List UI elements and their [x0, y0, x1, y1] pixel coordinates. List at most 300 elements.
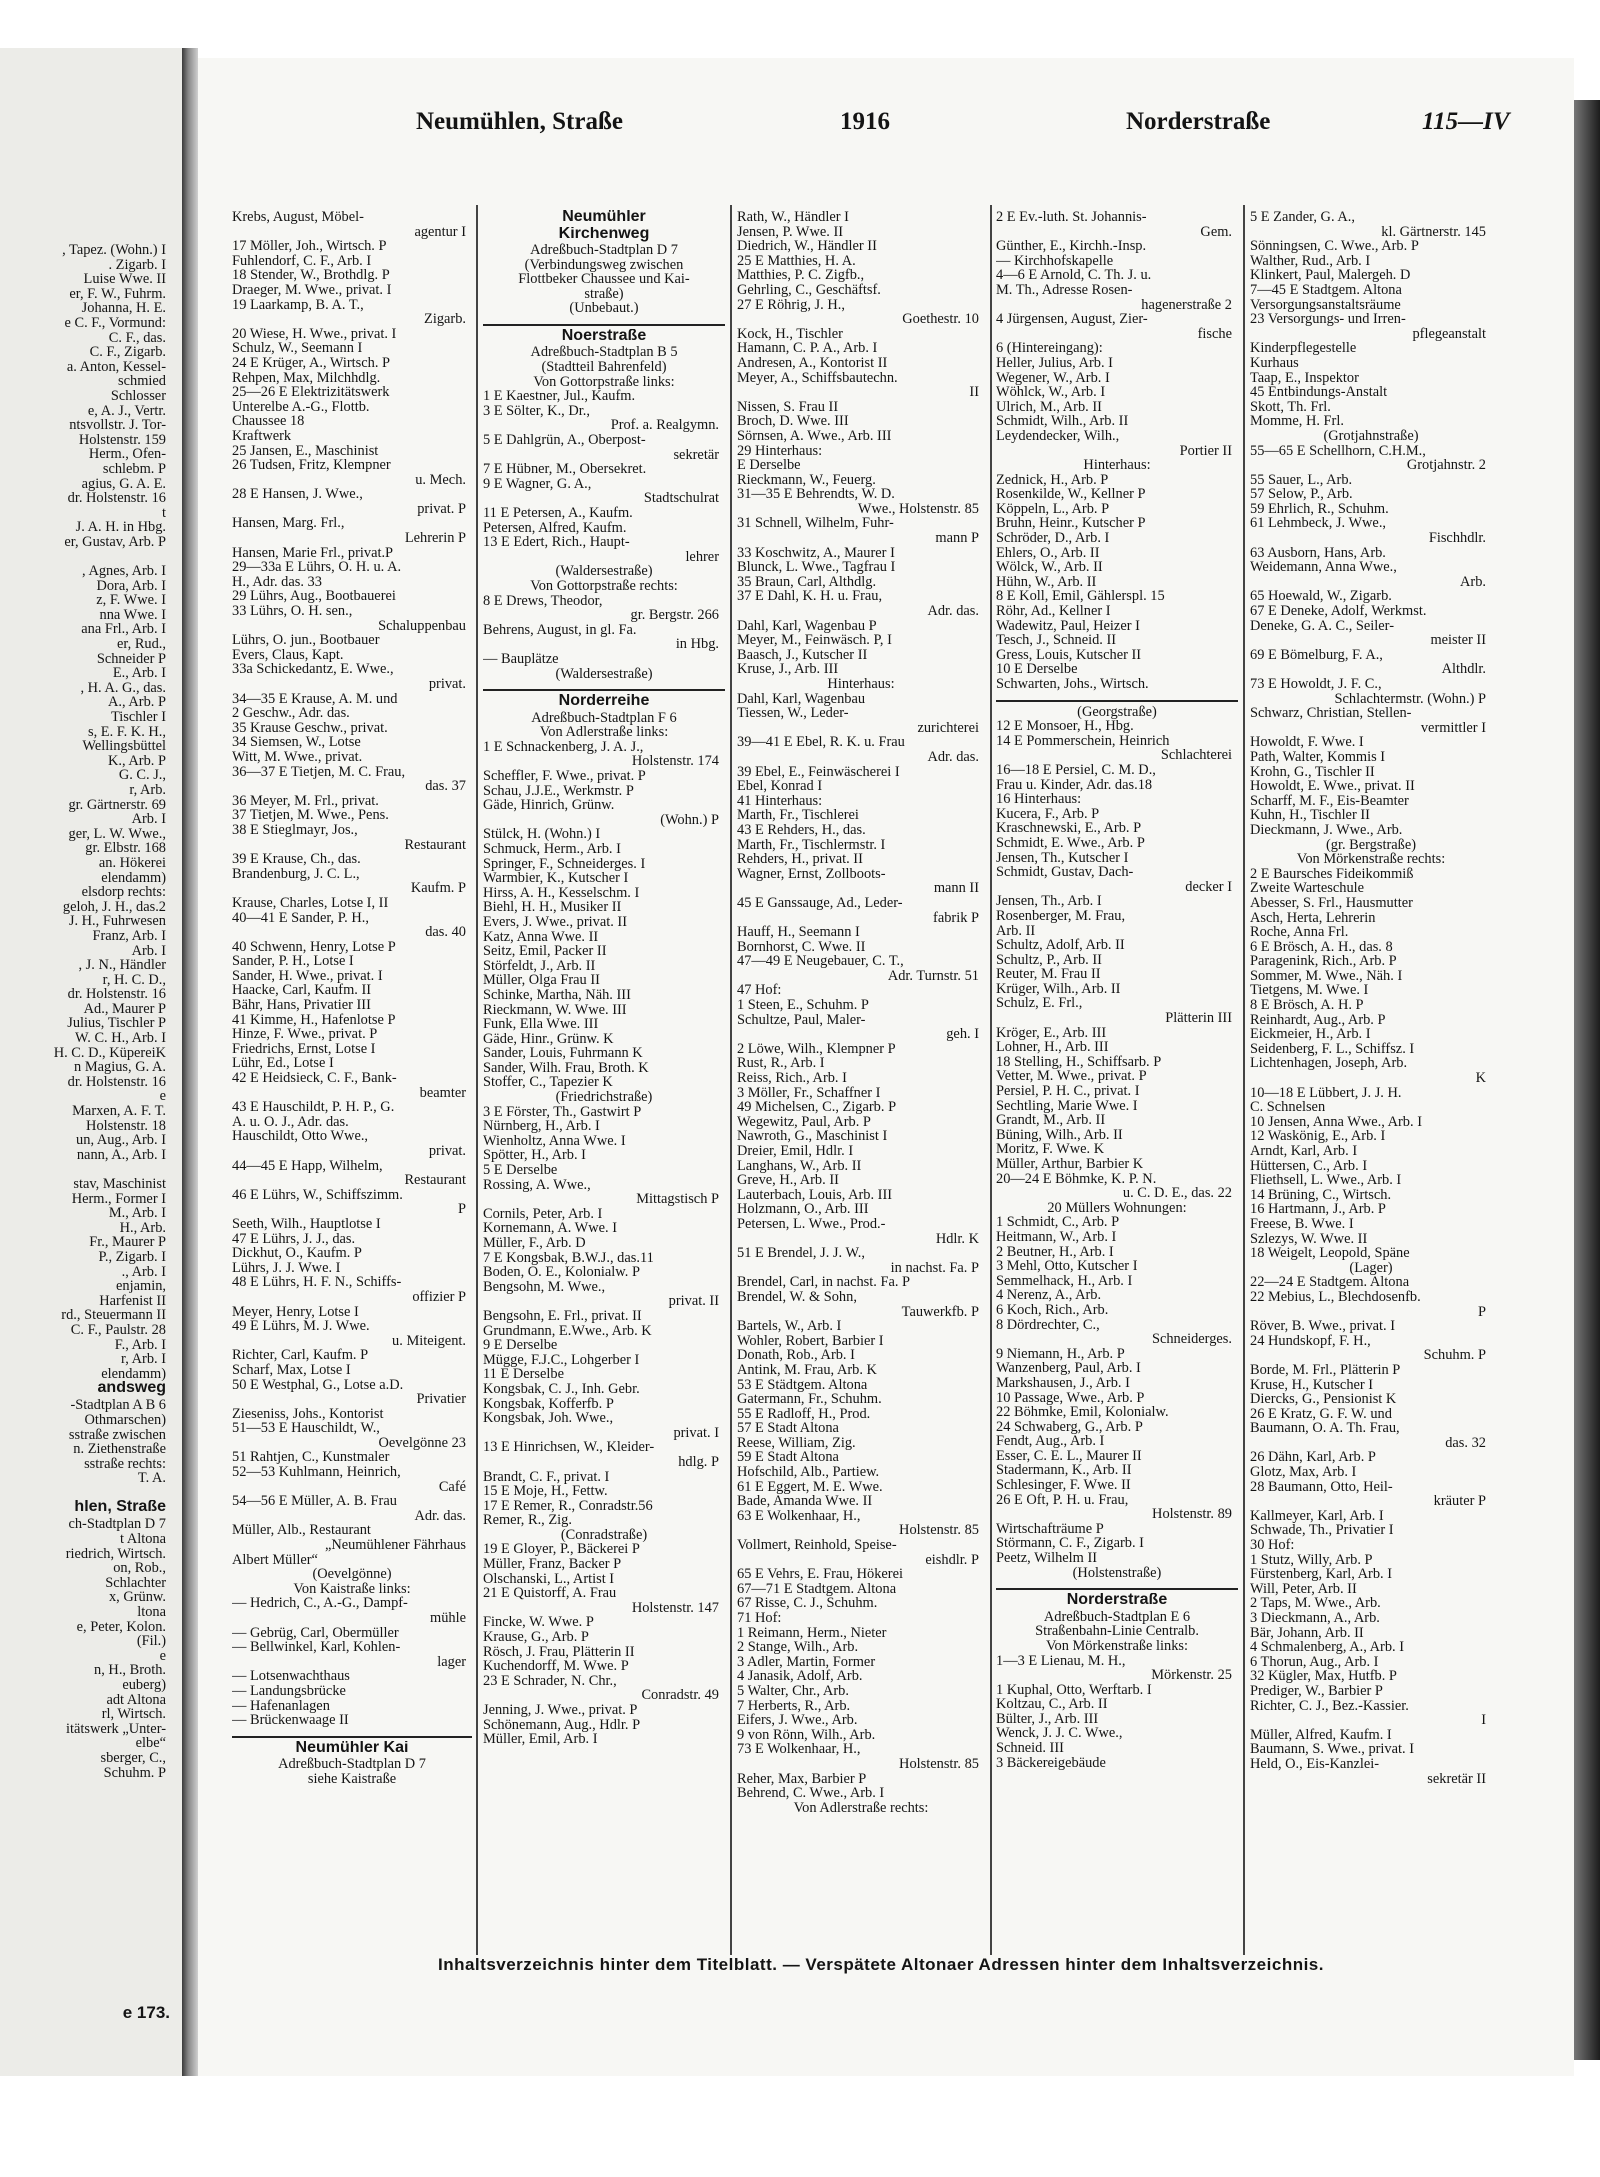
- left-page-line: ana Frl., Arb. I: [81, 622, 166, 638]
- directory-entry: Freese, B. Wwe. I: [1250, 1216, 1354, 1232]
- directory-entry: 31—35 E Behrendts, W. D.: [737, 487, 895, 502]
- directory-entry: 47—49 E Neugebauer, C. T.,: [737, 954, 904, 969]
- directory-entry: 40 Schwenn, Henry, Lotse P: [232, 939, 396, 955]
- directory-entry: A. u. O. J., Adr. das.: [232, 1114, 349, 1130]
- directory-entry: Grotjahnstr. 2: [1406, 458, 1486, 473]
- left-page-line: Harfenist II: [99, 1293, 166, 1309]
- directory-entry: Rieckmann, W., Feuerg.: [737, 472, 876, 488]
- directory-entry: Prediger, W., Barbier P: [1250, 1683, 1383, 1699]
- directory-entry: Meyer, M., Feinwäsch. P, I: [737, 633, 892, 648]
- directory-entry: Wöhlck, W., Arb. I: [996, 385, 1106, 400]
- left-page-line: H., Arb.: [119, 1220, 166, 1236]
- left-page-line: er, Rud.,: [117, 637, 166, 652]
- directory-entry: 25 Jansen, E., Maschinist: [232, 443, 379, 459]
- directory-entry: beamter: [419, 1085, 466, 1101]
- left-page-line: H. C. D., KüpereiK: [53, 1045, 166, 1061]
- section-rule: [232, 1728, 472, 1738]
- directory-entry: Donath, Rob., Arb. I: [737, 1348, 855, 1363]
- directory-entry: privat.: [428, 1144, 466, 1159]
- left-page-line: n Magius, G. A.: [74, 1060, 166, 1075]
- directory-entry: Plätterin III: [1165, 1011, 1232, 1026]
- directory-entry: Stadermann, K., Arb. II: [996, 1463, 1132, 1479]
- directory-entry: Marth, Fr., Tischlerei: [737, 808, 859, 823]
- directory-entry: Zednick, H., Arb. P: [996, 472, 1109, 488]
- directory-entry: Bengsohn, M. Wwe.,: [483, 1279, 606, 1295]
- directory-entry: Szlezys, W. Wwe. II: [1250, 1231, 1368, 1247]
- directory-entry: siehe Kaistraße: [307, 1771, 397, 1787]
- left-page-line: stav, Maschinist: [73, 1177, 166, 1192]
- directory-entry: „Neumühlener Fährhaus: [324, 1538, 466, 1553]
- directory-entry: 13 E Hinrichsen, W., Kleider-: [483, 1440, 655, 1455]
- directory-entry: agentur I: [414, 224, 466, 240]
- directory-entry: Schwarz, Christian, Stellen-: [1250, 706, 1412, 721]
- directory-entry: 45 Entbindungs-Anstalt: [1250, 385, 1388, 400]
- directory-entry: Holstenstr. 147: [631, 1600, 719, 1616]
- directory-entry: Jensen, Th., Arb. I: [996, 894, 1102, 909]
- directory-entry: Gäde, Hinrich, Grünw.: [483, 798, 615, 813]
- directory-entry: Lührs, J. J. Wwe. I: [232, 1260, 341, 1276]
- directory-entry: 11 E Petersen, A., Kaufm.: [483, 506, 633, 521]
- directory-entry: 50 E Westphal, G., Lotse a.D.: [232, 1377, 404, 1393]
- directory-column-3: [737, 210, 985, 1948]
- left-page-line: Herm., Former I: [71, 1191, 166, 1207]
- directory-entry: Oevelgönne 23: [378, 1435, 466, 1451]
- left-page-line: adt Altona: [106, 1692, 166, 1708]
- directory-entry: Arb. II: [996, 923, 1036, 939]
- directory-entry: fische: [1197, 326, 1232, 342]
- directory-entry: 21 E Quistorff, A. Frau: [483, 1586, 617, 1601]
- section-rule: [483, 316, 725, 326]
- directory-entry: Biehl, H. H., Musiker II: [483, 900, 622, 915]
- directory-entry: 26 E Kratz, G. F. W. und: [1250, 1406, 1392, 1422]
- directory-entry: Cornils, Peter, Arb. I: [483, 1206, 603, 1222]
- directory-entry: 41 Kimme, H., Hafenlotse P: [232, 1012, 396, 1028]
- directory-entry: Zieseniss, Johs., Kontorist: [232, 1406, 384, 1422]
- directory-entry: (Lager): [1349, 1260, 1393, 1276]
- directory-entry: — Hafenanlagen: [232, 1698, 330, 1714]
- directory-entry: 23 E Schrader, N. Chr.,: [483, 1673, 617, 1689]
- directory-entry: Momme, H. Frl.: [1250, 414, 1344, 429]
- directory-entry: privat.: [428, 677, 466, 692]
- directory-entry: Petersen, Alfred, Kaufm.: [483, 520, 627, 536]
- directory-entry: Seidenberg, F. L., Schiffsz. I: [1250, 1041, 1415, 1057]
- directory-entry: Antink, M. Frau, Arb. K: [737, 1362, 877, 1378]
- left-page-line: agius, G. A. E.: [81, 476, 166, 492]
- directory-entry: 6 (Hintereingang):: [996, 341, 1103, 356]
- left-page-line: andsweg: [97, 1381, 166, 1397]
- directory-entry: Schneid. III: [996, 1741, 1064, 1756]
- directory-entry: privat. P: [417, 501, 466, 517]
- directory-entry: Boden, O. E., Kolonialw. P: [483, 1265, 640, 1280]
- left-page-line: t Altona: [120, 1532, 166, 1547]
- column-divider: [990, 205, 992, 1955]
- directory-entry: Fincke, W. Wwe. P: [483, 1615, 594, 1631]
- directory-entry: Schwade, Th., Privatier I: [1250, 1523, 1394, 1539]
- directory-entry: 31 Schnell, Wilhelm, Fuhr-: [737, 516, 894, 532]
- directory-entry: 39 E Krause, Ch., das.: [232, 852, 361, 867]
- directory-entry: Petersen, L. Wwe., Prod.-: [737, 1216, 886, 1232]
- directory-entry: 42 E Heidsieck, C. F., Bank-: [232, 1071, 397, 1086]
- directory-entry: 9 von Rönn, Wilh., Arb.: [737, 1727, 876, 1743]
- directory-entry: 67 E Deneke, Adolf, Werkmst.: [1250, 604, 1427, 619]
- left-page-line: geloh, J. H., das.2: [62, 899, 166, 915]
- left-page-line: Wellingsbüttel: [82, 739, 166, 754]
- directory-entry: Broch, D. Wwe. III: [737, 414, 849, 429]
- left-page-line: , Tapez. (Wohn.) I: [62, 243, 166, 258]
- directory-entry: P: [1477, 1304, 1486, 1320]
- directory-entry: Grandt, M., Arb. II: [996, 1113, 1106, 1128]
- directory-entry: — Bellwinkel, Karl, Kohlen-: [232, 1640, 401, 1655]
- directory-entry: Funk, Ella Wwe. III: [483, 1017, 599, 1032]
- left-page-line: riedrich, Wirtsch.: [65, 1546, 166, 1562]
- directory-entry: Röver, B. Wwe., privat. I: [1250, 1319, 1396, 1334]
- directory-entry: — Landungsbrücke: [232, 1683, 346, 1699]
- left-page-line: n, H., Broth.: [94, 1663, 166, 1678]
- directory-entry: Nissen, S. Frau II: [737, 399, 839, 415]
- directory-entry: lager: [437, 1654, 466, 1670]
- directory-entry: 47 Hof:: [737, 983, 782, 999]
- directory-entry: Hühn, W., Arb. II: [996, 574, 1097, 590]
- left-page-line: Marxen, A. F. T.: [72, 1104, 166, 1119]
- directory-entry: Jensen, P. Wwe. II: [737, 224, 844, 240]
- directory-entry: Reinhardt, Aug., Arb. P: [1250, 1012, 1386, 1028]
- left-page-line: ch-Stadtplan D 7: [68, 1517, 166, 1533]
- directory-entry: 49 Michelsen, C., Zigarb. P: [737, 1100, 897, 1115]
- directory-entry: 8 E Brösch, A. H. P: [1250, 998, 1364, 1013]
- directory-entry: 29 Lührs, Aug., Bootbauerei: [232, 589, 396, 605]
- left-page-line: Ad., Maurer P: [83, 1001, 166, 1017]
- directory-entry: geh. I: [946, 1027, 979, 1042]
- left-page-line: elendamm): [101, 870, 166, 886]
- directory-entry: Olschanski, L., Artist I: [483, 1571, 615, 1587]
- left-page-line: Holstenstr. 18: [86, 1118, 166, 1134]
- directory-entry: Kuchendorff, M. Wwe. P: [483, 1659, 629, 1674]
- directory-entry: (Waldersestraße): [555, 564, 653, 579]
- directory-entry: 38 E Stieglmayr, Jos.,: [232, 822, 358, 838]
- directory-entry: Reese, William, Zig.: [737, 1435, 856, 1451]
- directory-entry: 53 E Städtgem. Altona: [737, 1377, 868, 1393]
- left-page-line: enjamin,: [116, 1279, 166, 1294]
- directory-entry: Albert Müller“: [232, 1552, 318, 1568]
- directory-entry: 69 E Bömelburg, F. A.,: [1250, 647, 1383, 663]
- left-page-line: [0, 1486, 170, 1501]
- directory-entry: 2 Beutner, H., Arb. I: [996, 1244, 1114, 1260]
- left-page-fragment: [0, 48, 185, 2076]
- directory-entry: Fuhlendorf, C. F., Arb. I: [232, 253, 372, 269]
- directory-entry: Kaufm. P: [410, 881, 466, 896]
- directory-entry: 33a Schickedantz, E. Wwe.,: [232, 662, 394, 677]
- directory-entry: Schultz, Adolf, Arb. II: [996, 938, 1125, 953]
- directory-entry: Kock, H., Tischler: [737, 326, 843, 342]
- directory-entry: Störmann, C. F., Zigarb. I: [996, 1536, 1144, 1552]
- directory-entry: 13 E Edert, Rich., Haupt-: [483, 535, 630, 550]
- directory-entry: 1 Stutz, Willy, Arb. P: [1250, 1552, 1373, 1568]
- directory-entry: 7 E Kongsbak, B.W.J., das.11: [483, 1250, 654, 1266]
- directory-entry: Brendel, Carl, in nachst. Fa. P: [737, 1275, 911, 1290]
- directory-entry: 63 E Wolkenhaar, H.,: [737, 1508, 861, 1524]
- directory-entry: 1—3 E Lienau, M. H.,: [996, 1653, 1126, 1669]
- street-heading: Neumühler: [562, 210, 646, 225]
- directory-entry: Chaussee 18: [232, 414, 305, 429]
- directory-entry: 2 Taps, M. Wwe., Arb.: [1250, 1596, 1381, 1611]
- directory-entry: Hansen, Marie Frl., privat.P: [232, 545, 394, 561]
- directory-entry: Peetz, Wilhelm II: [996, 1551, 1098, 1566]
- directory-entry: 2 Löwe, Wilh., Klempner P: [737, 1041, 896, 1057]
- directory-entry: Krohn, G., Tischler II: [1250, 764, 1375, 780]
- left-page-line: r, H. C. D.,: [102, 972, 166, 988]
- directory-entry: Spötter, H., Arb. I: [483, 1148, 586, 1164]
- directory-entry: Kruse, J., Arb. III: [737, 662, 839, 677]
- directory-entry: Friedrichs, Ernst, Lotse I: [232, 1041, 376, 1057]
- directory-column-4: [996, 210, 1238, 1948]
- directory-entry: 16 Hinterhaus:: [996, 792, 1082, 807]
- directory-entry: 29—33a E Lührs, O. H. u. A.: [232, 560, 402, 575]
- directory-entry: Schinke, Martha, Näh. III: [483, 987, 631, 1003]
- directory-entry: Wienholtz, Anna Wwe. I: [483, 1133, 626, 1149]
- directory-entry: Andresen, A., Kontorist II: [737, 355, 888, 371]
- directory-entry: 19 Laarkamp, B. A. T.,: [232, 297, 364, 313]
- directory-entry: Scharff, M. F., Eis-Beamter: [1250, 793, 1409, 809]
- directory-entry: 54—56 E Müller, A. B. Frau: [232, 1494, 397, 1509]
- directory-entry: — Bauplätze: [483, 651, 559, 667]
- directory-entry: Markshausen, J., Arb. I: [996, 1375, 1130, 1391]
- directory-entry: Günther, E., Kirchh.-Insp.: [996, 239, 1147, 254]
- directory-entry: straße): [584, 286, 624, 302]
- left-page-line: schlebm. P: [102, 461, 166, 477]
- directory-entry: Sörnsen, A. Wwe., Arb. III: [737, 428, 892, 444]
- directory-entry: Brandt, C. F., privat. I: [483, 1469, 610, 1485]
- directory-entry: Koltzau, C., Arb. II: [996, 1697, 1108, 1712]
- directory-entry: 6 Koch, Rich., Arb.: [996, 1302, 1109, 1318]
- directory-entry: Scharf, Max, Lotse I: [232, 1362, 351, 1378]
- directory-entry: 33 Koschwitz, A., Maurer I: [737, 545, 895, 561]
- directory-entry: Kucera, F., Arb. P: [996, 806, 1100, 822]
- directory-entry: 8 E Koll, Emil, Gählerspl. 15: [996, 589, 1165, 605]
- directory-entry: Sander, Wilh. Frau, Broth. K: [483, 1060, 649, 1076]
- directory-entry: 5 Walter, Chr., Arb.: [737, 1683, 849, 1699]
- directory-entry: 12 Waskönig, E., Arb. I: [1250, 1129, 1386, 1144]
- directory-entry: Seeth, Wilh., Hauptlotse I: [232, 1216, 381, 1232]
- directory-entry: 52—53 Kuhlmann, Heinrich,: [232, 1465, 401, 1480]
- directory-entry: 26 E Oft, P. H. u. Frau,: [996, 1492, 1129, 1508]
- directory-entry: Wohler, Robert, Barbier I: [737, 1333, 884, 1349]
- header-page-number: 115—IV: [1422, 108, 1510, 135]
- left-page-line: an. Hökerei: [98, 855, 166, 871]
- directory-entry: Vollmert, Reinhold, Speise-: [737, 1538, 897, 1553]
- directory-entry: Schönemann, Aug., Hdlr. P: [483, 1717, 641, 1733]
- directory-entry: 3 Dieckmann, A., Arb.: [1250, 1611, 1380, 1626]
- directory-entry: 10 Passage, Wwe., Arb. P: [996, 1390, 1145, 1406]
- directory-entry: 8 E Drews, Theodor,: [483, 593, 603, 609]
- directory-entry: Lohner, H., Arb. III: [996, 1040, 1109, 1055]
- left-page-line: elbe“: [135, 1736, 166, 1751]
- left-page-line: [0, 1162, 170, 1177]
- directory-entry: 7 Herberts, R., Arb.: [737, 1698, 851, 1714]
- left-page-line: Luise Wwe. II: [83, 272, 166, 287]
- directory-entry: (Holstenstraße): [1072, 1565, 1162, 1581]
- directory-entry: Kurhaus: [1250, 355, 1299, 371]
- left-page-line: G. C. J.,: [118, 768, 166, 783]
- directory-entry: Krebs, August, Möbel-: [232, 210, 364, 225]
- directory-entry: Holstenstr. 174: [631, 754, 719, 769]
- directory-entry: Kongsbak, Kofferfb. P: [483, 1396, 614, 1412]
- directory-entry: (Unbebaut.): [569, 301, 639, 316]
- directory-entry: 28 E Hansen, J. Wwe.,: [232, 487, 363, 502]
- directory-entry: (Conradstraße): [560, 1527, 648, 1543]
- header-year: 1916: [840, 108, 890, 135]
- directory-entry: 41 Hinterhaus:: [737, 793, 823, 809]
- directory-entry: Scheffler, F. Wwe., privat. P: [483, 769, 646, 784]
- directory-entry: Müller, Arthur, Barbier K: [996, 1157, 1144, 1172]
- left-page-line: s, E. F. K. H.,: [87, 724, 166, 740]
- directory-entry: (Waldersestraße): [555, 666, 653, 682]
- left-page-line: nna Wwe. I: [99, 607, 166, 623]
- directory-entry: 24 Hundskopf, F. H.,: [1250, 1333, 1371, 1349]
- directory-entry: Stadtschulrat: [643, 491, 719, 506]
- street-heading: Noerstraße: [561, 328, 647, 344]
- directory-entry: 55 E Radloff, H., Prod.: [737, 1406, 871, 1422]
- directory-entry: 4 Schmalenberg, A., Arb. I: [1250, 1640, 1405, 1655]
- left-page-line: Tischler I: [110, 710, 166, 725]
- left-page-line: sstraße rechts:: [84, 1456, 166, 1472]
- directory-entry: Straßenbahn-Linie Centralb.: [1035, 1624, 1199, 1639]
- directory-entry: 51—53 E Hauschildt, W.,: [232, 1421, 380, 1436]
- left-page-line: Franz, Arb. I: [92, 928, 166, 944]
- directory-entry: meister II: [1430, 633, 1486, 648]
- directory-entry: Schneiderges.: [1151, 1332, 1232, 1347]
- left-page-line: z, F. Wwe. I: [96, 593, 166, 608]
- directory-entry: 59 E Stadt Altona: [737, 1450, 839, 1466]
- directory-entry: 49 E Lührs, M. J. Wwe.: [232, 1319, 370, 1334]
- left-page-line: K., Arb. P: [108, 753, 166, 769]
- left-page-line: e: [159, 1648, 166, 1664]
- directory-entry: 25 E Matthies, H. A.: [737, 253, 856, 269]
- directory-entry: II: [969, 385, 979, 400]
- directory-entry: Sander, P. H., Lotse I: [232, 954, 354, 969]
- directory-entry: Taap, E., Inspektor: [1250, 370, 1359, 386]
- directory-entry: Rehders, H., privat. II: [737, 852, 863, 867]
- directory-entry: (Georgstraße): [1077, 704, 1157, 720]
- directory-entry: 10 Jensen, Anna Wwe., Arb. I: [1250, 1114, 1422, 1130]
- left-page-line: Holstenstr. 159: [78, 432, 166, 448]
- left-page-line: -Stadtplan A B 6: [70, 1398, 166, 1413]
- directory-entry: Sommer, M. Wwe., Näh. I: [1250, 968, 1403, 984]
- left-page-line: rd., Steuermann II: [61, 1308, 166, 1323]
- directory-entry: Grundmann, E.Wwe., Arb. K: [483, 1323, 652, 1339]
- directory-entry: Draeger, M. Wwe., privat. I: [232, 282, 392, 298]
- directory-entry: Diedrich, W., Händler II: [737, 239, 877, 254]
- left-page-line: dr. Holstenstr. 16: [67, 1074, 166, 1090]
- directory-entry: Langhans, W., Arb. II: [737, 1158, 862, 1174]
- directory-entry: Dahl, Karl, Wagenbau: [737, 691, 866, 707]
- left-page-line: sstraße zwischen: [68, 1427, 166, 1443]
- directory-entry: Nawroth, G., Maschinist I: [737, 1129, 888, 1144]
- left-page-line: e: [159, 1089, 166, 1105]
- directory-entry: 3 Möller, Fr., Schaffner I: [737, 1085, 881, 1101]
- directory-entry: Schau, J.J.E., Werkmstr. P: [483, 783, 634, 799]
- page-footer: Inhaltsverzeichnis hinter dem Titelblatt. — Verspätete Altonaer Adressen hinter dem Inhaltsverzeichnis.: [437, 1955, 1324, 1974]
- directory-entry: 1 Kuphal, Otto, Werftarb. I: [996, 1682, 1152, 1698]
- directory-entry: Bähr, Hans, Privatier III: [232, 998, 371, 1013]
- left-page-line: C. F., Zigarb.: [89, 345, 166, 360]
- directory-entry: Krause, G., Arb. P: [483, 1630, 589, 1645]
- directory-entry: 18 Stender, W., Brothdlg. P: [232, 268, 390, 283]
- header-left-street: Neumühlen, Straße: [416, 108, 623, 135]
- left-page-line: gr. Elbstr. 168: [85, 841, 166, 856]
- left-page-line: e, A. J., Vertr.: [87, 403, 166, 419]
- directory-entry: 63 Ausborn, Hans, Arb.: [1250, 545, 1386, 561]
- directory-entry: Lehrerin P: [404, 531, 466, 546]
- directory-entry: Richter, C. J., Bez.-Kassier.: [1250, 1698, 1409, 1714]
- directory-entry: 4 Nerenz, A., Arb.: [996, 1288, 1102, 1303]
- directory-entry: in Hbg.: [675, 637, 719, 652]
- directory-entry: pflegeanstalt: [1412, 326, 1486, 342]
- directory-entry: — Hedrich, C., A.-G., Dampf-: [232, 1596, 408, 1611]
- left-page-line: dr. Holstenstr. 16: [67, 987, 166, 1002]
- directory-entry: 9 E Derselbe: [483, 1338, 558, 1353]
- left-page-line: Schneider P: [96, 651, 166, 667]
- left-page-line: Fr., Maurer P: [89, 1235, 166, 1250]
- directory-entry: Tietgens, M. Wwe. I: [1250, 983, 1369, 999]
- directory-entry: 22—24 E Stadtgem. Altona: [1250, 1275, 1410, 1290]
- directory-entry: privat. II: [668, 1294, 719, 1309]
- left-page-line: Herm., Ofen-: [88, 447, 166, 462]
- directory-entry: Versorgungsanstaltsräume: [1250, 297, 1401, 313]
- directory-entry: (Wohn.) P: [660, 812, 719, 828]
- directory-entry: Jenning, J. Wwe., privat. P: [483, 1703, 638, 1718]
- directory-entry: Lauterbach, Louis, Arb. III: [737, 1187, 893, 1203]
- directory-entry: das. 40: [425, 925, 466, 940]
- directory-entry: 33 Lührs, O. H. sen.,: [232, 604, 353, 619]
- directory-entry: Springer, F., Schneiderges. I: [483, 856, 646, 872]
- directory-entry: Eickmeier, H., Arb. I: [1250, 1027, 1371, 1042]
- directory-entry: 2 Stange, Wilh., Arb.: [737, 1640, 859, 1655]
- directory-entry: Blunck, L. Wwe., Tagfrau I: [737, 560, 896, 575]
- directory-entry: 43 E Hauschildt, P. H. P., G.: [232, 1100, 395, 1115]
- directory-entry: 2 Geschw., Adr. das.: [232, 706, 350, 721]
- directory-entry: Adreßbuch-Stadtplan F 6: [531, 710, 677, 726]
- left-page-line: rl, Wirtsch.: [101, 1707, 166, 1722]
- directory-entry: sekretär II: [1427, 1771, 1486, 1787]
- directory-entry: Fendt, Aug., Arb. I: [996, 1434, 1105, 1449]
- directory-entry: 3 E Sölter, K., Dr.,: [483, 403, 590, 419]
- directory-entry: 24 E Krüger, A., Wirtsch. P: [232, 355, 391, 371]
- left-page-line: un, Aug., Arb. I: [76, 1133, 166, 1148]
- directory-entry: Von Adlerstraße rechts:: [793, 1800, 929, 1816]
- left-page-line: Arb. I: [131, 812, 166, 827]
- directory-entry: Goethestr. 10: [902, 312, 979, 327]
- left-page-line: A., Arb. P: [108, 695, 166, 710]
- directory-entry: Jensen, Th., Kutscher I: [996, 850, 1129, 866]
- directory-entry: Roche, Anna Frl.: [1250, 925, 1349, 940]
- directory-entry: 36—37 E Tietjen, M. C. Frau,: [232, 764, 406, 780]
- street-heading: Norderreihe: [558, 694, 650, 710]
- directory-entry: 20 Müllers Wohnungen:: [1047, 1200, 1187, 1216]
- directory-entry: 61 Lehmbeck, J. Wwe.,: [1250, 516, 1387, 532]
- left-page-line: M., Arb. I: [108, 1206, 166, 1221]
- directory-entry: Remer, R., Zig.: [483, 1513, 572, 1528]
- directory-entry: 3 Adler, Martin, Former: [737, 1654, 876, 1670]
- directory-entry: 57 E Stadt Altona: [737, 1421, 839, 1436]
- directory-entry: Dahl, Karl, Wagenbau P: [737, 618, 877, 634]
- directory-entry: Hinterhaus:: [1083, 458, 1151, 473]
- directory-entry: 39 Ebel, E., Feinwäscherei I: [737, 764, 900, 780]
- directory-entry: Kongsbak, Joh. Wwe.,: [483, 1411, 614, 1426]
- directory-entry: 1 Steen, E., Schuhm. P: [737, 998, 869, 1013]
- directory-entry: 44—45 E Happ, Wilhelm,: [232, 1158, 383, 1174]
- directory-entry: Held, O., Eis-Kanzlei-: [1250, 1756, 1380, 1772]
- directory-entry: Holzmann, O., Arb. III: [737, 1202, 869, 1217]
